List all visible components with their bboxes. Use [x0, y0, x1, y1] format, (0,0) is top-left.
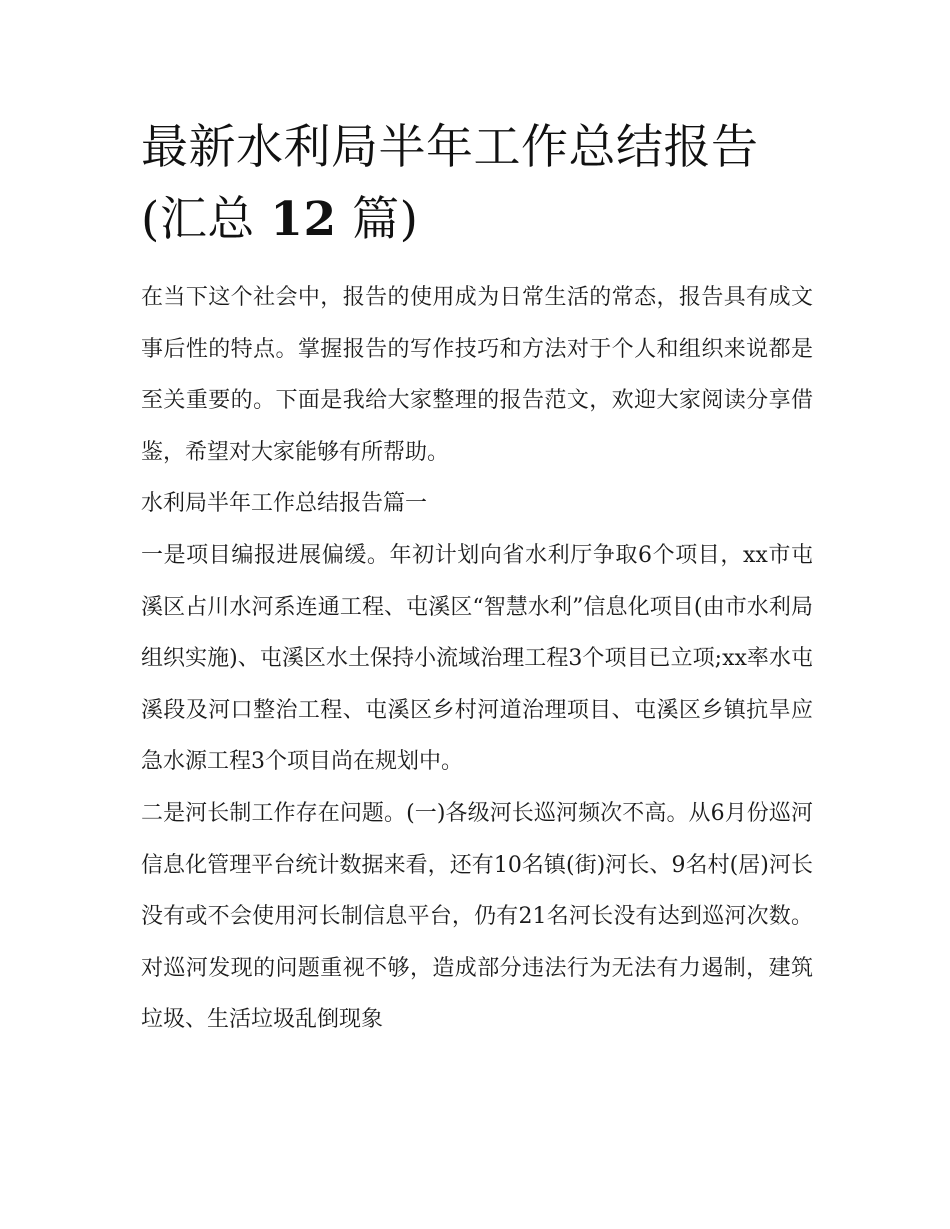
section-heading: 水利局半年工作总结报告篇一: [141, 491, 428, 517]
document-title: [141, 112, 813, 256]
document-body: [141, 272, 813, 1046]
intro-paragraph: 在当下这个社会中，报告的使用成为日常生活的常态，报告具有成文事后性的特点。掌握报告的写作技巧和方法对于个人和组织来说都是至关重要的。下面是我给大家整理的报告范文，欢迎大家阅读分享借鉴，希望对大家能够有所帮助。: [141, 285, 813, 465]
title-suffix: 篇): [352, 192, 419, 247]
title-text: 最新水利局半年工作总结报告(汇总: [141, 120, 759, 247]
title-number: 12: [270, 192, 337, 247]
body-paragraph: 二是河长制工作存在问题。(一)各级河长巡河频次不高。从6月份巡河信息化管理平台统计数据来看，还有10名镇(街)河长、9名村(居)河长没有或不会使用河长制信息平台，仍有21名河长没有达到巡河次数。对巡河发现的问题重视不够，造成部分违法行为无法有力遏制，建筑垃圾、生活垃圾乱倒现象: [141, 800, 813, 1033]
document-page: [141, 112, 813, 1046]
body-paragraph: 一是项目编报进展偏缓。年初计划向省水利厅争取6个项目，xx市屯溪区占川水河系连通工程、屯溪区“智慧水利”信息化项目(由市水利局组织实施)、屯溪区水土保持小流域治理工程3个项目已立项;xx率水屯溪段及河口整治工程、屯溪区乡村河道治理项目、屯溪区乡镇抗旱应急水源工程3个项目尚在规划中。: [141, 542, 813, 775]
